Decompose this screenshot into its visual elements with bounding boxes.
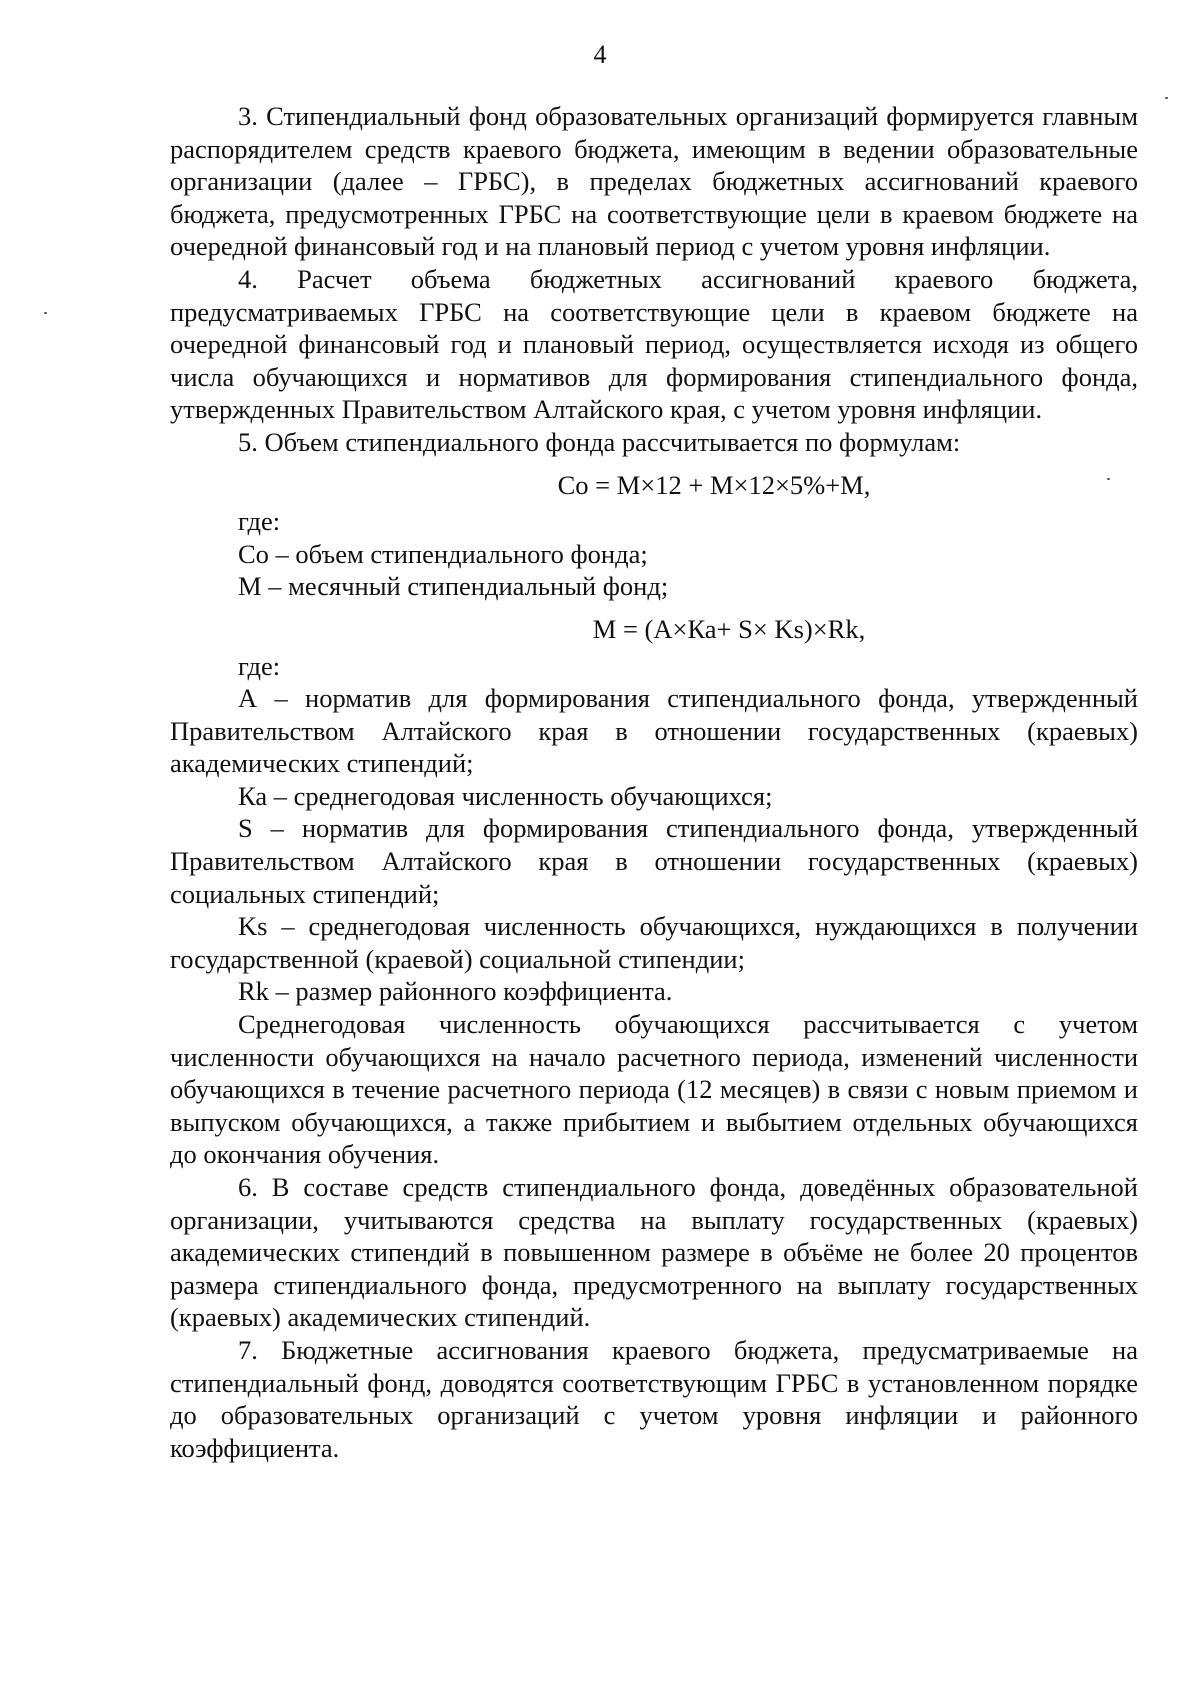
definition-s: S – норматив для формирования стипендиального фонда, утвержденный Правительством Алтайского края в отношении государственных (краевых) социальных стипендий; xyxy=(170,813,1138,909)
definition-rk: Rk – размер районного коэффициента. xyxy=(238,976,673,1007)
definition-ka: Ка – среднегодовая численность обучающихся; xyxy=(238,780,773,811)
paragraph-7: 7. Бюджетные ассигнования краевого бюджета, предусматриваемые на стипендиальный фонд, доводятся соответствующим ГРБС в установленном порядке до образовательных организаций с учетом уровня инфляции и районного коэффициента. xyxy=(170,1334,1138,1463)
scan-speck xyxy=(44,312,47,314)
paragraph-5: 5. Объем стипендиального фонда рассчитывается по формулам: xyxy=(238,426,961,457)
definition-a: А – норматив для формирования стипендиального фонда, утвержденный Правительством Алтайского края в отношении государственных (краевых) академических стипендий; xyxy=(170,683,1138,779)
where-label-1: где: xyxy=(238,506,281,537)
document-body xyxy=(170,100,1138,1464)
scan-speck xyxy=(1107,478,1110,480)
definition-m: М – месячный стипендиальный фонд; xyxy=(238,571,669,602)
page-number: 4 xyxy=(593,40,607,69)
paragraph-4: 4. Расчет объема бюджетных ассигнований краевого бюджета, предусматриваемых ГРБС на соответствующие цели в краевом бюджете на очередной финансовый год и плановый период, осуществляется исходя из общего числа обучающихся и нормативов для формирования стипендиального фонда, утвержденных Правительством Алтайского края, с учетом уровня инфляции. xyxy=(170,263,1138,425)
definition-co: Со – объем стипендиального фонда; xyxy=(238,538,648,569)
where-label-2: где: xyxy=(238,650,281,681)
paragraph-average-count: Среднегодовая численность обучающихся рассчитывается с учетом численности обучающихся на начало расчетного периода, изменений численности обучающихся в течение расчетного периода (12 месяцев) в связи с новым приемом и выпуском обучающихся, а также прибытием и выбытием отдельных обучающихся до окончания обучения. xyxy=(170,1009,1138,1170)
definition-ks: Ks – среднегодовая численность обучающихся, нуждающихся в получении государственной (краевой) социальной стипендии; xyxy=(170,911,1138,974)
paragraph-6: 6. В составе средств стипендиального фонда, доведённых образовательной организации, учитываются средства на выплату государственных (краевых) академических стипендий в повышенном размере в объёме не более 20 процентов размера стипендиального фонда, предусмотренного на выплату государственных (краевых) академических стипендий. xyxy=(170,1172,1138,1333)
formula-m: М = (А×Ка+ S× Ks)×Rk, xyxy=(592,613,866,644)
paragraph-3: 3. Стипендиальный фонд образовательных организаций формируется главным распорядителем средств краевого бюджета, имеющим в ведении образовательные организации (далее – ГРБС), в пределах бюджетных ассигнований краевого бюджета, предусмотренных ГРБС на соответствующие цели в краевом бюджете на очередной финансовый год и на плановый период с учетом уровня инфляции. xyxy=(170,101,1138,262)
scan-speck xyxy=(1165,97,1168,99)
formula-co: Со = М×12 + М×12×5%+М, xyxy=(557,469,871,500)
